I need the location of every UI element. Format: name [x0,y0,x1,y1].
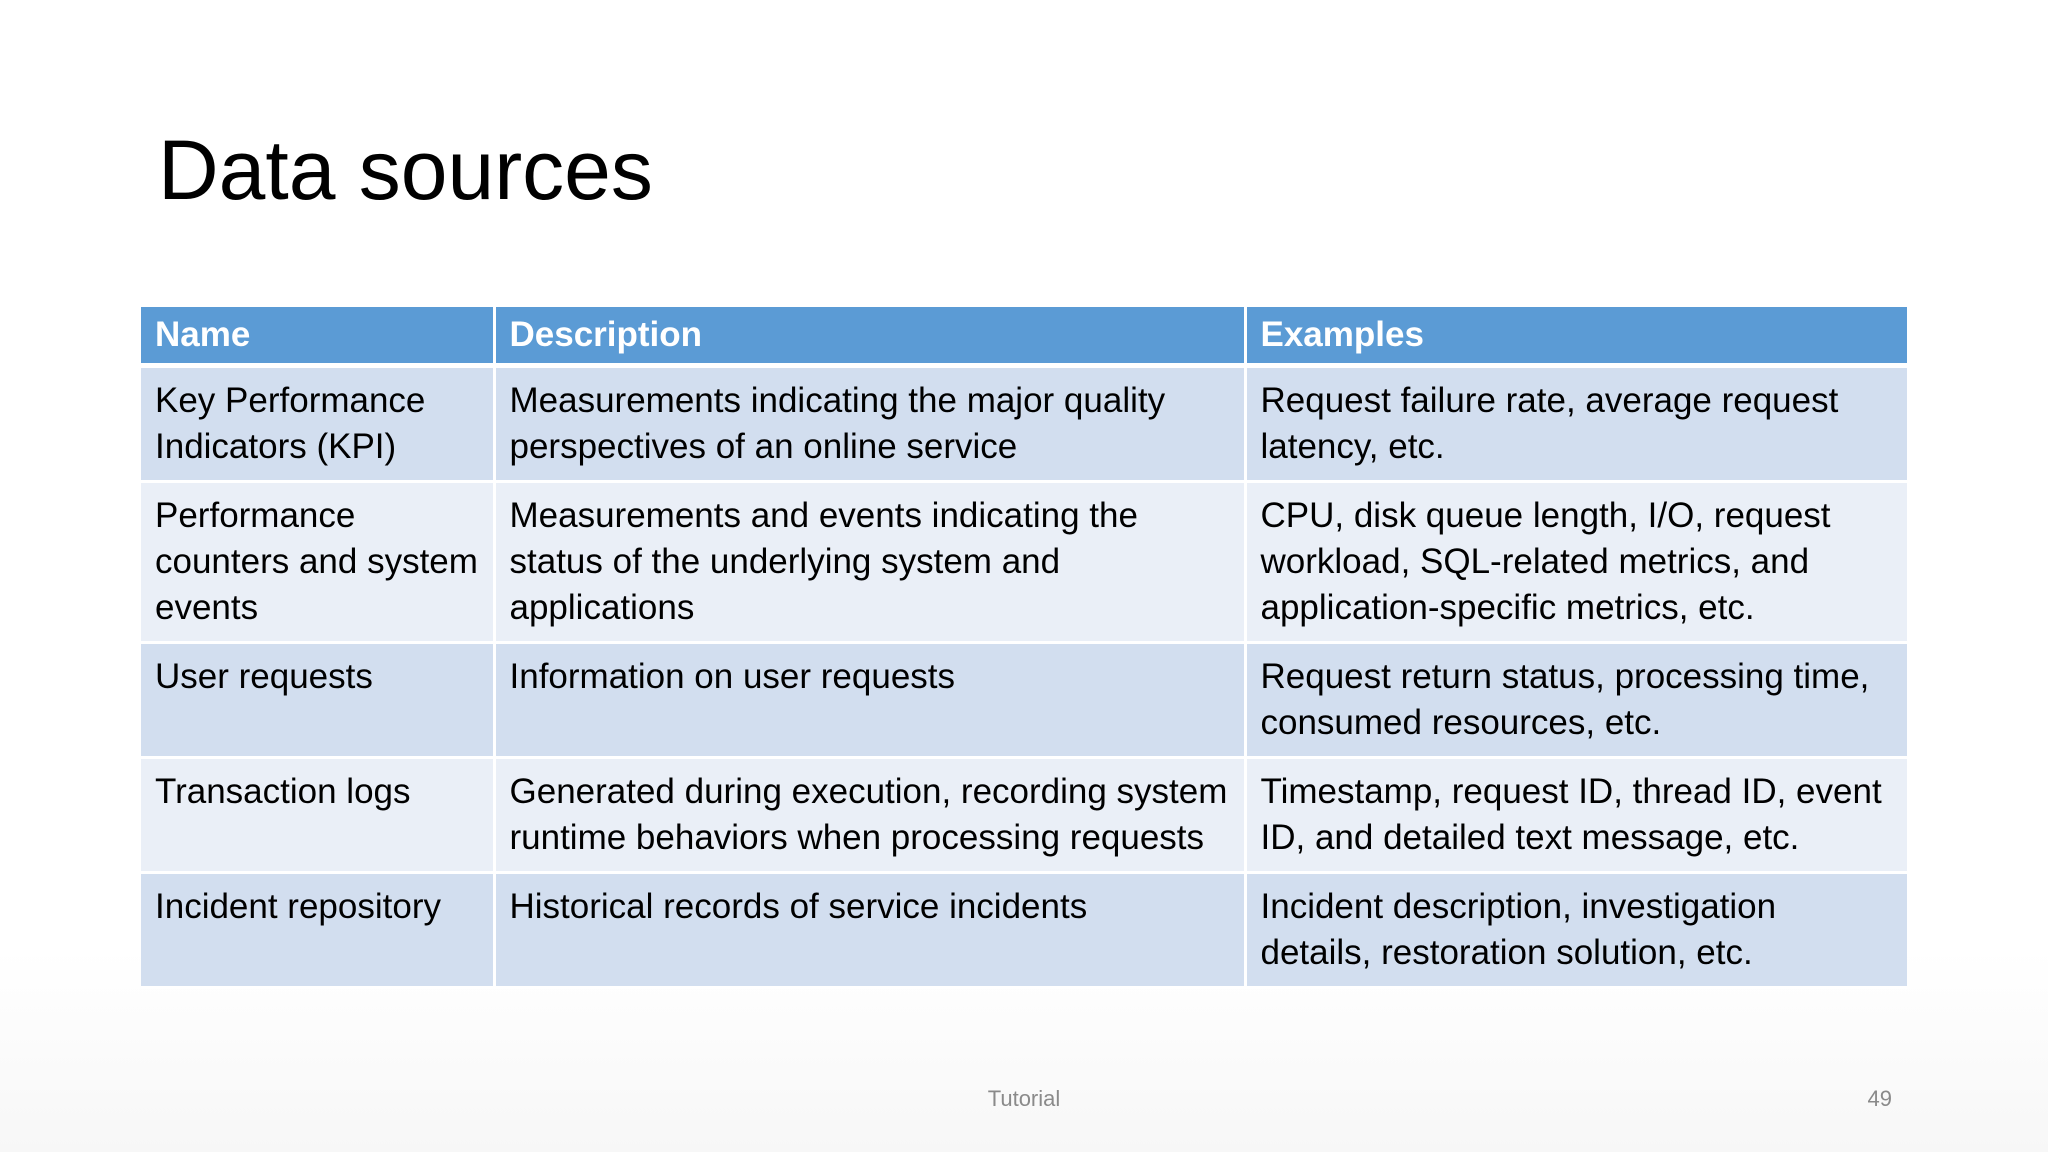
cell-name: Incident repository [141,872,494,987]
cell-name: Transaction logs [141,757,494,872]
table-row [141,481,1907,642]
table-row [141,365,1907,481]
cell-description: Measurements and events indicating the status of the underlying system and applications [494,481,1245,642]
cell-name: User requests [141,642,494,757]
page-number: 49 [1867,1086,1892,1111]
cell-name: Performance counters and system events [141,481,494,642]
cell-examples: CPU, disk queue length, I/O, request workload, SQL-related metrics, and application-specific metrics, etc. [1245,481,1907,642]
cell-description: Generated during execution, recording system runtime behaviors when processing requests [494,757,1245,872]
column-header-examples: Examples [1245,307,1907,365]
cell-examples: Timestamp, request ID, thread ID, event ID, and detailed text message, etc. [1245,757,1907,872]
cell-description: Measurements indicating the major quality perspectives of an online service [494,365,1245,481]
slide-title: Data sources [158,123,653,217]
table-header-row [141,307,1907,365]
cell-description: Historical records of service incidents [494,872,1245,987]
footer-label: Tutorial [987,1086,1061,1111]
cell-description: Information on user requests [494,642,1245,757]
cell-name: Key Performance Indicators (KPI) [141,365,494,481]
data-sources-table [141,307,1907,989]
column-header-description: Description [494,307,1245,365]
column-header-name: Name [141,307,494,365]
table-row [141,757,1907,872]
table-row [141,642,1907,757]
cell-examples: Request return status, processing time, consumed resources, etc. [1245,642,1907,757]
table-row [141,872,1907,987]
cell-examples: Request failure rate, average request latency, etc. [1245,365,1907,481]
cell-examples: Incident description, investigation details, restoration solution, etc. [1245,872,1907,987]
